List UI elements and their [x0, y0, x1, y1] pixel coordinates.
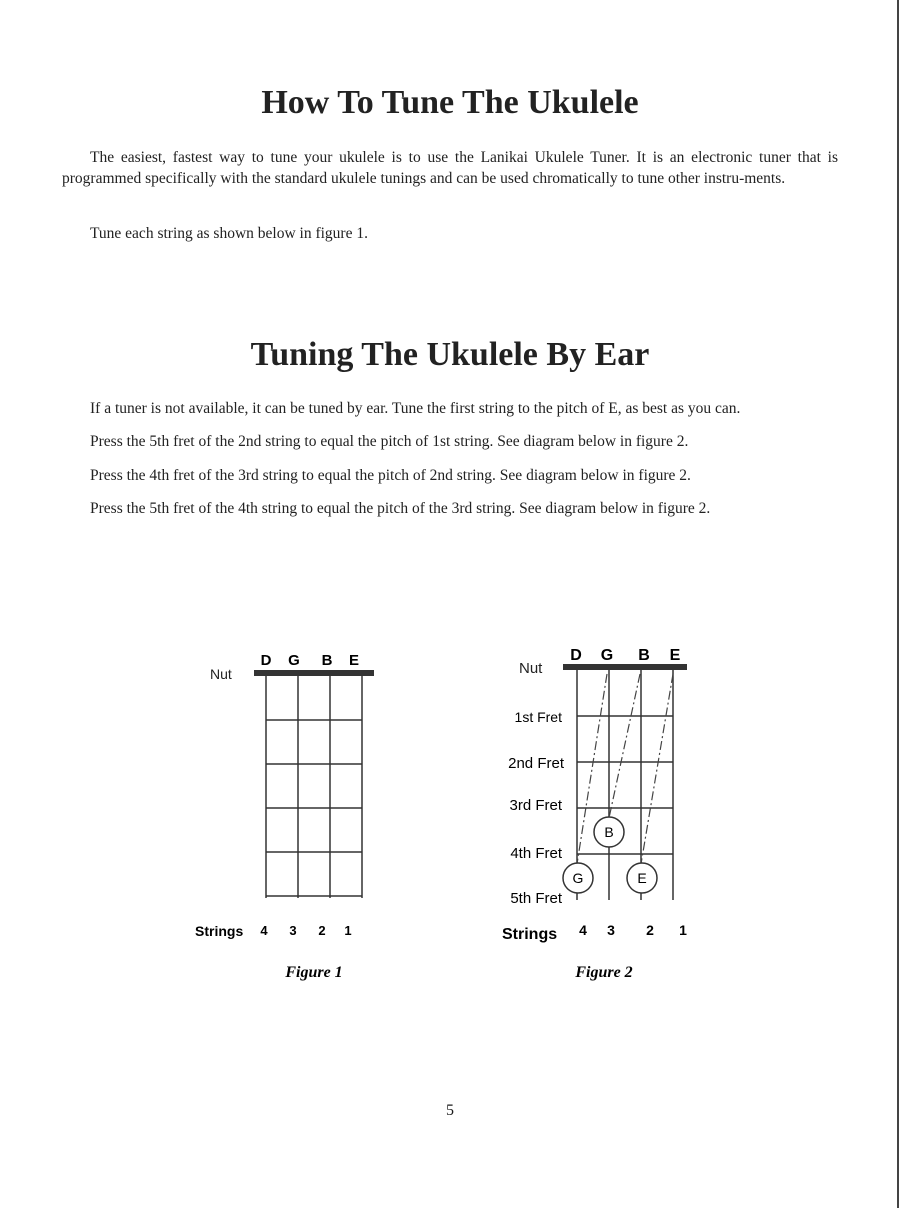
fig2-strings	[577, 670, 673, 900]
figure-2	[502, 647, 687, 981]
fig2-string-number-2: 2	[646, 922, 654, 938]
heading-tuning-by-ear: Tuning The Ukulele By Ear	[250, 336, 650, 373]
fig2-string-name-g: G	[600, 647, 614, 664]
ear-instruction-2: Press the 5th fret of the 2nd string to equal the pitch of 1st string. See diagram below in figure 2.	[90, 433, 689, 450]
fig2-guide-lines	[577, 674, 673, 864]
fig2-nut-label: Nut	[519, 660, 543, 677]
fig2-fret-label-3: 3rd Fret	[509, 797, 562, 814]
fig1-frets	[266, 720, 362, 896]
fig1-string-number-3: 3	[289, 923, 297, 938]
ear-instruction-4: Press the 5th fret of the 4th string to equal the pitch of the 3rd string. See diagram below in figure 2.	[90, 500, 711, 517]
fig2-note-b-label: B	[604, 824, 614, 840]
fig1-nut-bar	[254, 670, 374, 676]
fig2-fret-label-1: 1st Fret	[514, 709, 562, 725]
fig2-caption: Figure 2	[575, 964, 633, 981]
fig2-frets	[577, 716, 673, 854]
fig2-string-number-1: 1	[679, 922, 687, 938]
fig1-string-number-4: 4	[260, 923, 268, 938]
page-number: 5	[446, 1102, 454, 1119]
tune-each-string-paragraph: Tune each string as shown below in figure 1.	[90, 225, 368, 242]
ear-instruction-1: If a tuner is not available, it can be tuned by ear. Tune the first string to the pitch of E, as best as you can.	[90, 400, 741, 417]
fig1-string-name-d: D	[260, 652, 272, 669]
fig2-nut-bar	[563, 664, 687, 670]
fig2-string-name-b: B	[638, 647, 650, 664]
heading-how-to-tune: How To Tune The Ukulele	[261, 84, 639, 121]
fig1-string-number-2: 2	[318, 923, 326, 938]
fig1-string-name-e: E	[348, 652, 360, 669]
fig2-string-name-e: E	[669, 647, 681, 664]
fig1-string-name-b: B	[321, 652, 333, 669]
fig2-note-e-label: E	[637, 870, 647, 886]
fig1-nut-label: Nut	[210, 666, 232, 682]
fig2-fret-label-4: 4th Fret	[510, 845, 562, 862]
fig2-note-g-label: G	[572, 870, 584, 886]
fig1-strings	[266, 676, 362, 898]
fig1-string-name-g: G	[288, 652, 300, 669]
intro-paragraph: The easiest, fastest way to tune your ukulele is to use the Lanikai Ukulele Tuner. It is an electronic tuner that is programmed specifically with the standard ukulele tunings and can be used chromatically to tune other instru-ments.	[62, 149, 838, 187]
fig1-strings-label: Strings	[195, 923, 244, 939]
fig1-string-number-1: 1	[344, 923, 352, 938]
fig2-string-number-3: 3	[607, 922, 615, 938]
ear-instruction-3: Press the 4th fret of the 3rd string to equal the pitch of 2nd string. See diagram below in figure 2.	[90, 467, 691, 484]
fig2-fret-label-5: 5th Fret	[510, 890, 562, 907]
fig2-string-name-d: D	[570, 647, 582, 664]
fig2-string-number-4: 4	[579, 922, 587, 938]
figure-1	[195, 652, 374, 981]
fig1-caption: Figure 1	[285, 964, 343, 981]
fig2-fret-label-2: 2nd Fret	[508, 755, 564, 772]
fig2-strings-label: Strings	[502, 926, 558, 943]
